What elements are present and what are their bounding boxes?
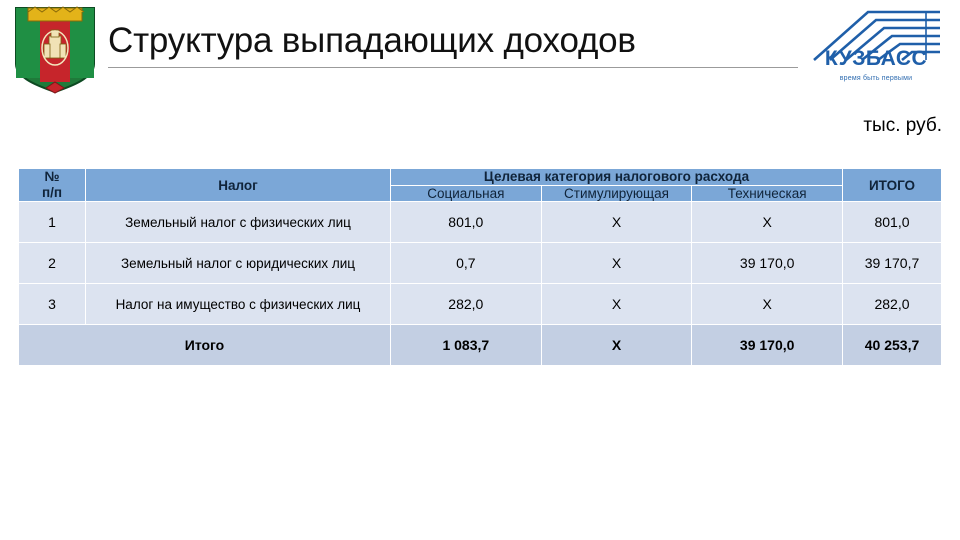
column-header-technical: Техническая: [692, 185, 843, 202]
cell-total-label: Итого: [19, 325, 391, 366]
cell-total: 39 170,7: [843, 243, 942, 284]
cell-total-technical: 39 170,0: [692, 325, 843, 366]
slide-header: [0, 0, 960, 100]
cell-total-stimulating: X: [541, 325, 692, 366]
cell-social: 0,7: [391, 243, 542, 284]
column-group-header-category: Целевая категория налогового расхода: [391, 169, 843, 186]
cell-number: 1: [19, 202, 86, 243]
table-header: [19, 169, 942, 202]
table-row: [19, 202, 942, 243]
cell-tax: Налог на имущество с физических лиц: [86, 284, 391, 325]
cell-stimulating: X: [541, 284, 692, 325]
city-coat-of-arms-icon: [14, 6, 96, 94]
column-header-tax: Налог: [86, 169, 391, 202]
cell-total-grand: 40 253,7: [843, 325, 942, 366]
cell-technical: X: [692, 284, 843, 325]
title-divider: [108, 67, 798, 68]
column-header-number: [19, 169, 86, 202]
column-header-number-line1: №: [44, 169, 60, 184]
cell-social: 801,0: [391, 202, 542, 243]
cell-total-social: 1 083,7: [391, 325, 542, 366]
table-row: [19, 284, 942, 325]
cell-total: 801,0: [843, 202, 942, 243]
page-title-block: [108, 18, 808, 68]
cell-technical: 39 170,0: [692, 243, 843, 284]
column-header-stimulating: Стимулирующая: [541, 185, 692, 202]
table-header-row-1: [19, 169, 942, 186]
units-label: тыс. руб.: [863, 115, 942, 136]
cell-total: 282,0: [843, 284, 942, 325]
cell-number: 2: [19, 243, 86, 284]
report-table-wrapper: [18, 168, 942, 366]
page-title: Структура выпадающих доходов: [108, 21, 636, 60]
cell-technical: X: [692, 202, 843, 243]
cell-stimulating: X: [541, 202, 692, 243]
kuzbass-wordmark: КУЗБАСС: [824, 47, 928, 70]
table-total-row: [19, 325, 942, 366]
cell-tax: Земельный налог с физических лиц: [86, 202, 391, 243]
column-header-social: Социальная: [391, 185, 542, 202]
cell-social: 282,0: [391, 284, 542, 325]
kuzbass-logo-icon: [806, 8, 946, 84]
cell-tax: Земельный налог с юридических лиц: [86, 243, 391, 284]
column-header-number-line2: п/п: [41, 185, 63, 200]
table-row: [19, 243, 942, 284]
cell-stimulating: X: [541, 243, 692, 284]
report-table: [18, 168, 942, 366]
table-body: [19, 202, 942, 366]
kuzbass-slogan: время быть первыми: [839, 75, 913, 82]
cell-number: 3: [19, 284, 86, 325]
column-header-total: ИТОГО: [843, 169, 942, 202]
